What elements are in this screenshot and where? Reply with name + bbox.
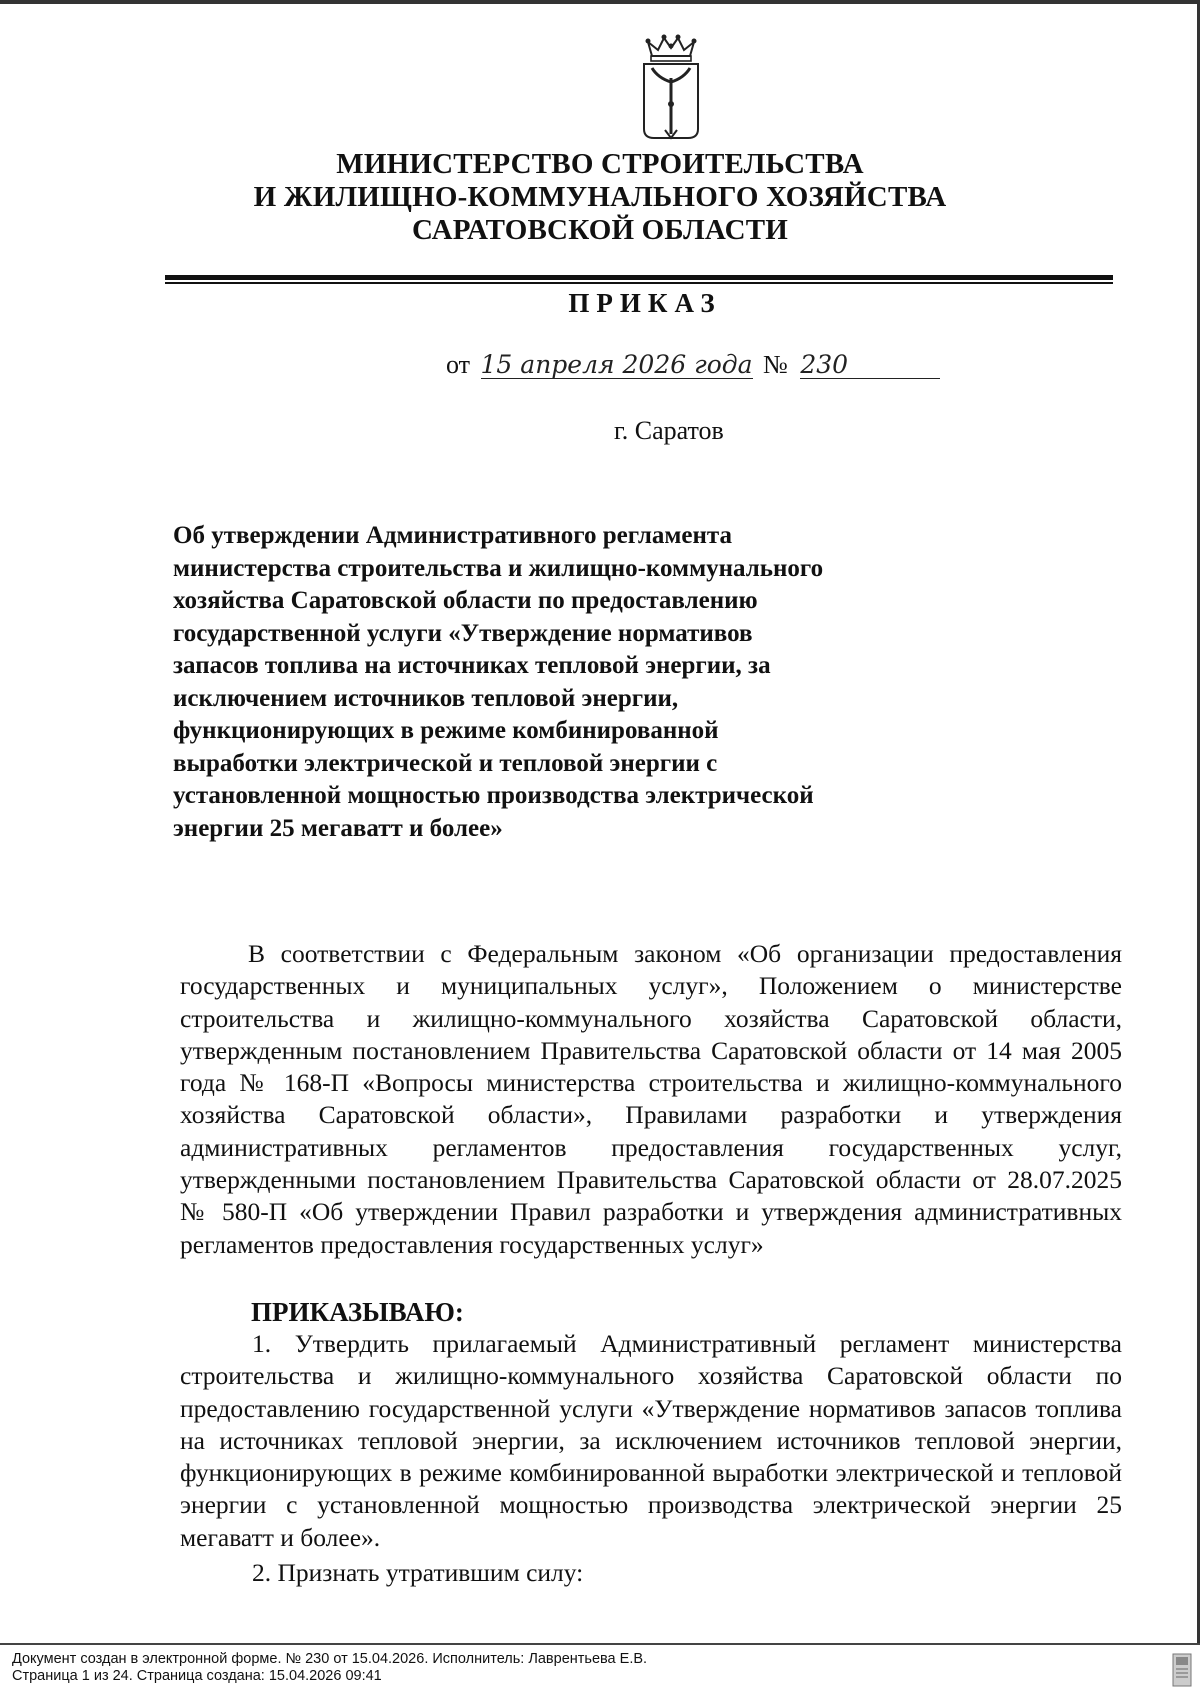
footer-line-1: Документ создан в электронной форме. № 230 от 15.04.2026. Исполнитель: Лаврентьева Е.В.: [12, 1651, 648, 1667]
document-subject: Об утверждении Административного регламента министерства строительства и жилищно-коммунального хозяйства Саратовской области по предоставлению государственной услуги «Утверждение нормативов запасов топлива на источниках тепловой энергии, за исключением источников тепловой энергии, функционирующих в режиме комбинированной выработки электрической и тепловой энергии с установленной мощностью производства электрической энергии 25 мегаватт и более»: [173, 522, 824, 842]
city: г. Саратов: [614, 416, 724, 445]
document-type: ПРИКАЗ: [568, 288, 722, 318]
preamble-paragraph: В соответствии с Федеральным законом «Об организации предоставления государственных и муниципальных услуг», Положением о министерстве строительства и жилищно-коммунального хозяйства Саратовской области, утвержденным постановлением Правительства Саратовской области от 14 мая 2005 года № 168-П «Вопросы министерства строительства и жилищно-коммунального хозяйства Саратовской области», Правилами разработки и утверждения административных регламентов предоставления государственных услуг, утвержденными постановлением Правительства Саратовской области от 28.07.2025 № 580-П «Об утверждении Правил разработки и утверждения административных регламентов предоставления государственных услуг»: [180, 939, 1122, 1259]
page-top-border: [0, 0, 1200, 4]
decree-heading: ПРИКАЗЫВАЮ:: [251, 1297, 464, 1327]
scanner-icon: [1172, 1653, 1192, 1687]
item-2-paragraph: 2. Признать утратившим силу:: [252, 1558, 584, 1587]
number-prefix: №: [763, 350, 788, 379]
ministry-line-1: МИНИСТЕРСТВО СТРОИТЕЛЬСТВА: [336, 148, 864, 180]
date-prefix: от: [446, 350, 471, 379]
header-divider-thick: [165, 275, 1113, 280]
document-footer: [0, 1643, 1200, 1700]
ministry-line-2: И ЖИЛИЩНО-КОММУНАЛЬНОГО ХОЗЯЙСТВА: [253, 181, 947, 213]
handwritten-number: 230: [800, 352, 940, 379]
handwritten-date: 15 апреля 2026 года: [480, 350, 753, 379]
ministry-name: [0, 148, 1200, 247]
ministry-line-3: САРАТОВСКОЙ ОБЛАСТИ: [411, 214, 789, 246]
footer-line-2: Страница 1 из 24. Страница создана: 15.04.2026 09:41: [12, 1668, 382, 1684]
coat-of-arms-icon: [638, 34, 704, 146]
header-divider-thin: [165, 282, 1113, 284]
item-1-paragraph: 1. Утвердить прилагаемый Административный регламент министерства строительства и жилищно-коммунального хозяйства Саратовской области по предоставлению государственной услуги «Утверждение нормативов запасов топлива на источниках тепловой энергии, за исключением источников тепловой энергии, функционирующих в режиме комбинированной выработки электрической и тепловой энергии с установленной мощностью производства электрической энергии 25 мегаватт и более».: [180, 1329, 1122, 1552]
date-number-line: [446, 350, 940, 380]
